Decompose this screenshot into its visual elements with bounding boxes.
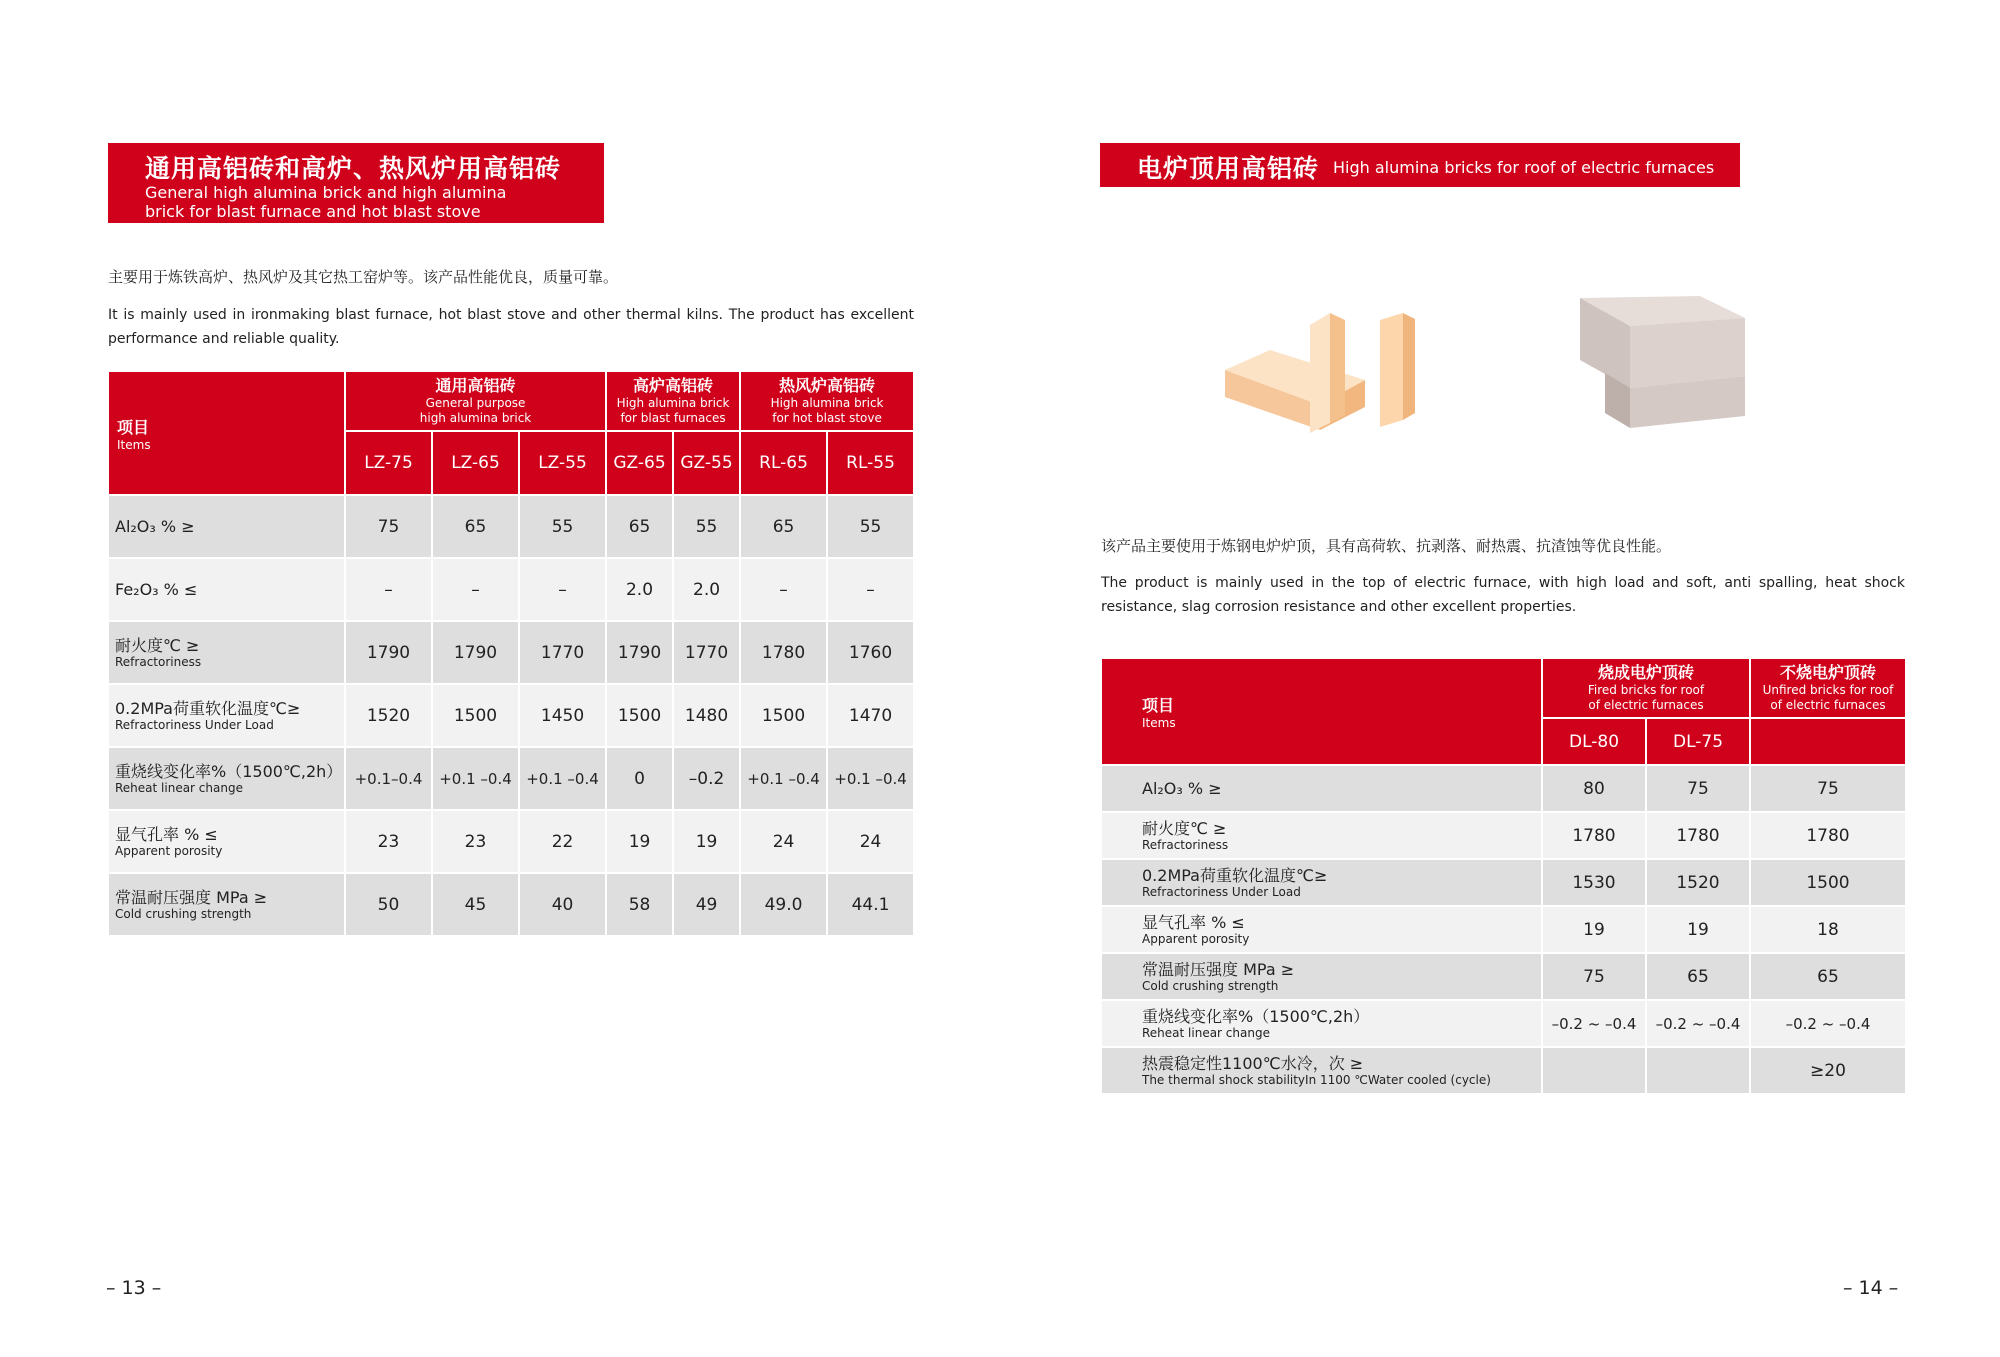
row-label-en: Refractoriness Under Load [1142,884,1301,899]
table-row [1101,1000,1906,1047]
group-label-en: Fired bricks for roof [1587,683,1705,697]
group-label-cn: 热风炉高铝砖 [779,376,876,395]
group-label-en: High alumina brick [616,396,730,410]
table-cell: 55 [827,495,914,558]
row-label [108,873,345,936]
table-cell: 49.0 [740,873,827,936]
table-cell: 22 [519,810,606,873]
items-label-cn: 项目 [1142,696,1175,715]
right-group-header [1750,658,1906,718]
row-label [1101,906,1542,953]
table-row [1101,1047,1906,1094]
table-cell: 1530 [1542,859,1646,906]
table-cell: 23 [345,810,432,873]
table-cell: 1790 [432,621,519,684]
table-row [108,810,914,873]
table-cell: 1770 [519,621,606,684]
table-row [108,873,914,936]
table-cell: 18 [1750,906,1906,953]
group-label-cn: 烧成电炉顶砖 [1597,663,1694,682]
table-row [1101,859,1906,906]
group-label-en: Unfired bricks for roof [1762,683,1894,697]
table-cell: 2.0 [673,558,740,621]
table-cell: 19 [1646,906,1750,953]
grade-header: DL-75 [1646,718,1750,765]
grade-header: LZ-75 [345,431,432,495]
left-items-header [108,371,345,495]
grade-header: GZ-65 [606,431,673,495]
table-cell: 65 [1646,953,1750,1000]
table-cell: 1760 [827,621,914,684]
left-intro-cn: 主要用于炼铁高炉、热风炉及其它热工窑炉等。该产品性能优良，质量可靠。 [108,268,619,286]
left-intro-en: It is mainly used in ironmaking blast furnace, hot blast stove and other thermal kilns. The product has excellent performance and reliable quality. [108,307,914,347]
row-label-en: Refractoriness Under Load [115,717,274,732]
table-cell: 1520 [345,684,432,747]
row-label [1101,1047,1542,1094]
grade-header: LZ-55 [519,431,606,495]
table-cell: 75 [1646,765,1750,812]
row-label-en: Apparent porosity [1142,931,1250,946]
table-cell: 1520 [1646,859,1750,906]
row-label-cn: 耐火度℃ ≥ [1142,818,1227,838]
table-cell: 55 [519,495,606,558]
table-cell: 19 [673,810,740,873]
table-cell: 19 [606,810,673,873]
row-label-en: Reheat linear change [115,780,243,795]
table-cell: 24 [827,810,914,873]
table-row [108,621,914,684]
row-label-cn: Al₂O₃ % ≥ [1142,778,1222,798]
table-cell [1542,1047,1646,1094]
table-row [1101,953,1906,1000]
left-group-header [606,371,740,431]
row-label [108,810,345,873]
row-label [1101,765,1542,812]
row-label [1101,859,1542,906]
left-title-en-1: General high alumina brick and high alumina [145,183,507,202]
brick-photo-grey [1570,288,1760,438]
right-group-header [1542,658,1750,718]
table-cell: 1470 [827,684,914,747]
table-row [108,558,914,621]
row-label-en: Apparent porosity [115,843,223,858]
right-intro-cn: 该产品主要使用于炼钢电炉炉顶，具有高荷软、抗剥落、耐热震、抗渣蚀等优良性能。 [1101,537,1672,555]
left-title-banner [108,143,604,223]
group-label-en: High alumina brick [770,396,884,410]
table-cell: 1500 [606,684,673,747]
table-cell: 1500 [1750,859,1906,906]
table-cell: 55 [673,495,740,558]
table-row [1101,906,1906,953]
left-title-en-2: brick for blast furnace and hot blast stove [145,202,481,221]
grade-header: GZ-55 [673,431,740,495]
table-cell: 1780 [740,621,827,684]
row-label [108,621,345,684]
table-cell: 44.1 [827,873,914,936]
table-cell: 1500 [740,684,827,747]
table-cell: 1480 [673,684,740,747]
table-cell: 1780 [1646,812,1750,859]
table-cell: 2.0 [606,558,673,621]
row-label [1101,1000,1542,1047]
table-cell: 65 [1750,953,1906,1000]
table-cell: 1770 [673,621,740,684]
right-items-header [1101,658,1542,765]
left-title-cn: 通用高铝砖和高炉、热风炉用高铝砖 [145,154,562,183]
left-spec-table [107,370,915,937]
table-cell: +0.1 –0.4 [519,747,606,810]
row-label-cn: 0.2MPa荷重软化温度℃≥ [1142,865,1328,885]
right-intro-en: The product is mainly used in the top of electric furnace, with high load and soft, anti spalling, heat shock resistance, slag corrosion resistance and other excellent properties. [1101,575,1905,615]
table-cell: 65 [432,495,519,558]
table-row [1101,765,1906,812]
row-label [1101,812,1542,859]
left-group-header [345,371,606,431]
row-label [108,684,345,747]
group-label-cn: 高炉高铝砖 [633,376,714,395]
group-label-en: General purpose [425,396,526,410]
table-cell: 80 [1542,765,1646,812]
table-cell: 75 [1542,953,1646,1000]
table-cell: –0.2 ~ –0.4 [1750,1000,1906,1047]
table-cell: –0.2 ~ –0.4 [1646,1000,1750,1047]
table-cell: –0.2 ~ –0.4 [1542,1000,1646,1047]
group-label-cn: 通用高铝砖 [435,376,516,395]
left-group-header [740,371,914,431]
right-spec-table [1100,657,1907,1095]
table-cell: +0.1–0.4 [345,747,432,810]
grade-header: RL-55 [827,431,914,495]
table-cell: 49 [673,873,740,936]
group-label-en: for blast furnaces [620,411,726,425]
row-label-cn: 耐火度℃ ≥ [115,635,200,655]
group-label-en: for hot blast stove [772,411,882,425]
row-label [108,558,345,621]
table-cell: 1780 [1750,812,1906,859]
row-label [108,495,345,558]
row-label [1101,953,1542,1000]
row-label-cn: Fe₂O₃ % ≤ [115,579,198,599]
group-label-en: of electric furnaces [1588,698,1704,712]
row-label-cn: 重烧线变化率%（1500℃,2h） [1142,1006,1370,1026]
row-label-en: Cold crushing strength [1142,978,1279,993]
row-label-en: Refractoriness [115,654,202,669]
table-cell: 24 [740,810,827,873]
table-cell: ≥20 [1750,1047,1906,1094]
table-cell: 75 [1750,765,1906,812]
table-cell: +0.1 –0.4 [827,747,914,810]
table-cell: – [432,558,519,621]
page-number-right: – 14 – [1843,1277,1899,1299]
table-cell: 75 [345,495,432,558]
grade-header: DL-80 [1542,718,1646,765]
row-label-cn: 重烧线变化率%（1500℃,2h） [115,761,343,781]
row-label-cn: 显气孔率 % ≤ [1142,912,1245,932]
table-cell: 19 [1542,906,1646,953]
table-row [108,684,914,747]
table-cell: 65 [740,495,827,558]
row-label-cn: 常温耐压强度 MPa ≥ [1142,959,1295,979]
row-label-en: Reheat linear change [1142,1025,1270,1040]
table-cell: 1790 [345,621,432,684]
brick-photo-light [1215,295,1435,445]
table-cell: 0 [606,747,673,810]
grade-header: RL-65 [740,431,827,495]
table-cell [1646,1047,1750,1094]
group-label-en: of electric furnaces [1770,698,1886,712]
group-label-en: high alumina brick [419,411,532,425]
items-label-cn: 项目 [117,417,150,437]
table-cell: 1450 [519,684,606,747]
table-cell: – [827,558,914,621]
table-cell: – [519,558,606,621]
items-label-en: Items [117,437,151,452]
table-cell: – [345,558,432,621]
right-title-en: High alumina bricks for roof of electric furnaces [1333,158,1715,177]
row-label-cn: Al₂O₃ % ≥ [115,516,195,536]
table-cell: +0.1 –0.4 [432,747,519,810]
table-cell: 1790 [606,621,673,684]
table-row [108,747,914,810]
right-title-cn: 电炉顶用高铝砖 [1137,154,1320,183]
table-cell: 40 [519,873,606,936]
page-number-left: – 13 – [106,1277,162,1299]
row-label-cn: 热震稳定性1100℃水冷，次 ≥ [1142,1053,1364,1073]
group-label-cn: 不烧电炉顶砖 [1779,663,1876,682]
table-row [108,495,914,558]
row-label-cn: 0.2MPa荷重软化温度℃≥ [115,698,301,718]
row-label-en: Refractoriness [1142,837,1229,852]
table-row [1101,812,1906,859]
row-label [108,747,345,810]
table-cell: 45 [432,873,519,936]
items-label-en: Items [1142,716,1176,730]
row-label-cn: 常温耐压强度 MPa ≥ [115,887,268,907]
table-cell: 50 [345,873,432,936]
table-cell: 58 [606,873,673,936]
right-title-banner [1100,143,1740,187]
table-cell: +0.1 –0.4 [740,747,827,810]
table-cell: – [740,558,827,621]
row-label-en: The thermal shock stabilityIn 1100 ℃Water cooled (cycle) [1142,1072,1491,1087]
table-cell: 1500 [432,684,519,747]
table-cell: –0.2 [673,747,740,810]
row-label-cn: 显气孔率 % ≤ [115,824,218,844]
row-label-en: Cold crushing strength [115,906,252,921]
table-cell: 1780 [1542,812,1646,859]
table-cell: 65 [606,495,673,558]
grade-header: LZ-65 [432,431,519,495]
grade-header [1750,718,1906,765]
table-cell: 23 [432,810,519,873]
